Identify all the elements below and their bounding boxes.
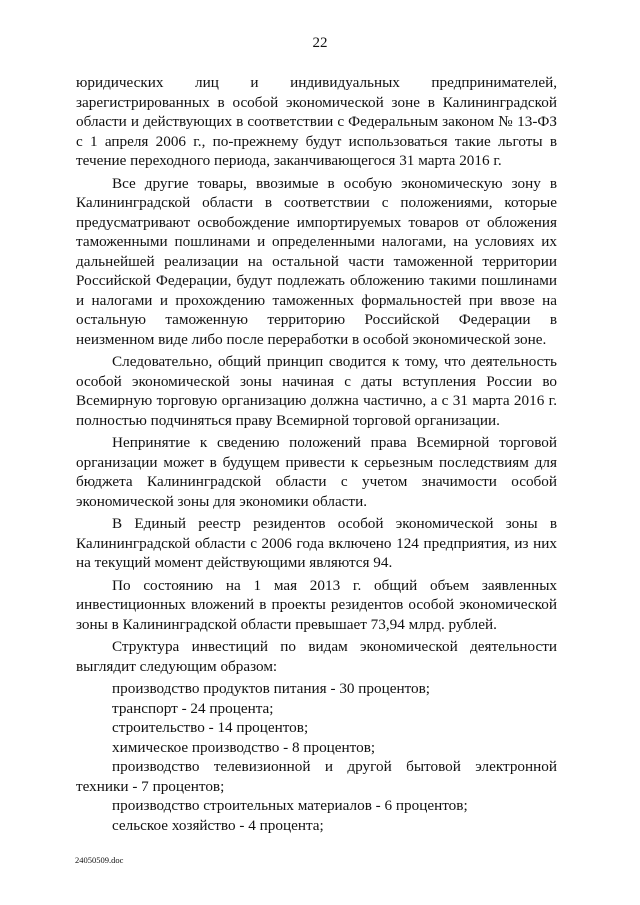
list-item: производство строительных материалов - 6 процентов; bbox=[112, 797, 468, 814]
list-item: строительство - 14 процентов; bbox=[112, 719, 309, 736]
paragraph-investment-structure: Структура инвестиций по видам экономической деятельности выглядит следующим образом: bbox=[76, 638, 557, 675]
page-number: 22 bbox=[312, 35, 328, 51]
list-item: производство продуктов питания - 30 процентов; bbox=[112, 680, 431, 697]
list-item: производство телевизионной и другой бытовой электронной техники - 7 процентов; bbox=[76, 758, 557, 795]
paragraph-continuation: юридических лиц и индивидуальных предпринимателей, зарегистрированных в особой экономической зоне в Калининградской области и действующих в соответствии с Федеральным законом № 13-ФЗ с 1 апреля 2006 г., по-прежнему будут использоваться такие льготы в течение переходного периода, заканчивающегося 31 марта 2016 г. bbox=[76, 74, 557, 169]
paragraph-general-principle: Следовательно, общий принцип сводится к тому, что деятельность особой экономической зоны начиная с даты вступления России во Всемирную торговую организацию должна частично, а с 31 марта 2016 г. полностью подчиняться праву Всемирной торговой организации. bbox=[76, 353, 557, 429]
paragraph-other-goods: Все другие товары, ввозимые в особую экономическую зону в Калининградской области в соответствии с положениями, которые предусматривают освобождение импортируемых товаров от обложения таможенными пошлинами и определенными налогами, на условиях их дальнейшей реализации на остальной части таможенной территории Российской Федерации, будут подлежать обложению такими пошлинами и налогами и прохождению таможенных формальностей при ввозе на остальную таможенную территорию Российской Федерации в неизменном виде либо после переработки в особой экономической зоне. bbox=[76, 174, 557, 348]
list-item: химическое производство - 8 процентов; bbox=[112, 738, 376, 756]
list-item: сельское хозяйство - 4 процента; bbox=[112, 816, 324, 834]
list-item: транспорт - 24 процента; bbox=[112, 699, 274, 717]
paragraph-registry: В Единый реестр резидентов особой экономической зоны в Калининградской области с 2006 года включено 124 предприятия, из них на текущий момент действующими являются 94. bbox=[76, 515, 557, 571]
document-filename: 24050509.doc bbox=[75, 855, 124, 865]
document-body bbox=[76, 73, 557, 835]
paragraph-investment-volume: По состоянию на 1 мая 2013 г. общий объем заявленных инвестиционных вложений в проекты резидентов особой экономической зоны в Калининградской области превышает 73,94 млрд. рублей. bbox=[76, 576, 557, 633]
paragraph-consequences: Непринятие к сведению положений права Всемирной торговой организации может в будущем привести к серьезным последствиям для бюджета Калининградской области с учетом значимости особой экономической зоны для экономики области. bbox=[76, 434, 557, 510]
